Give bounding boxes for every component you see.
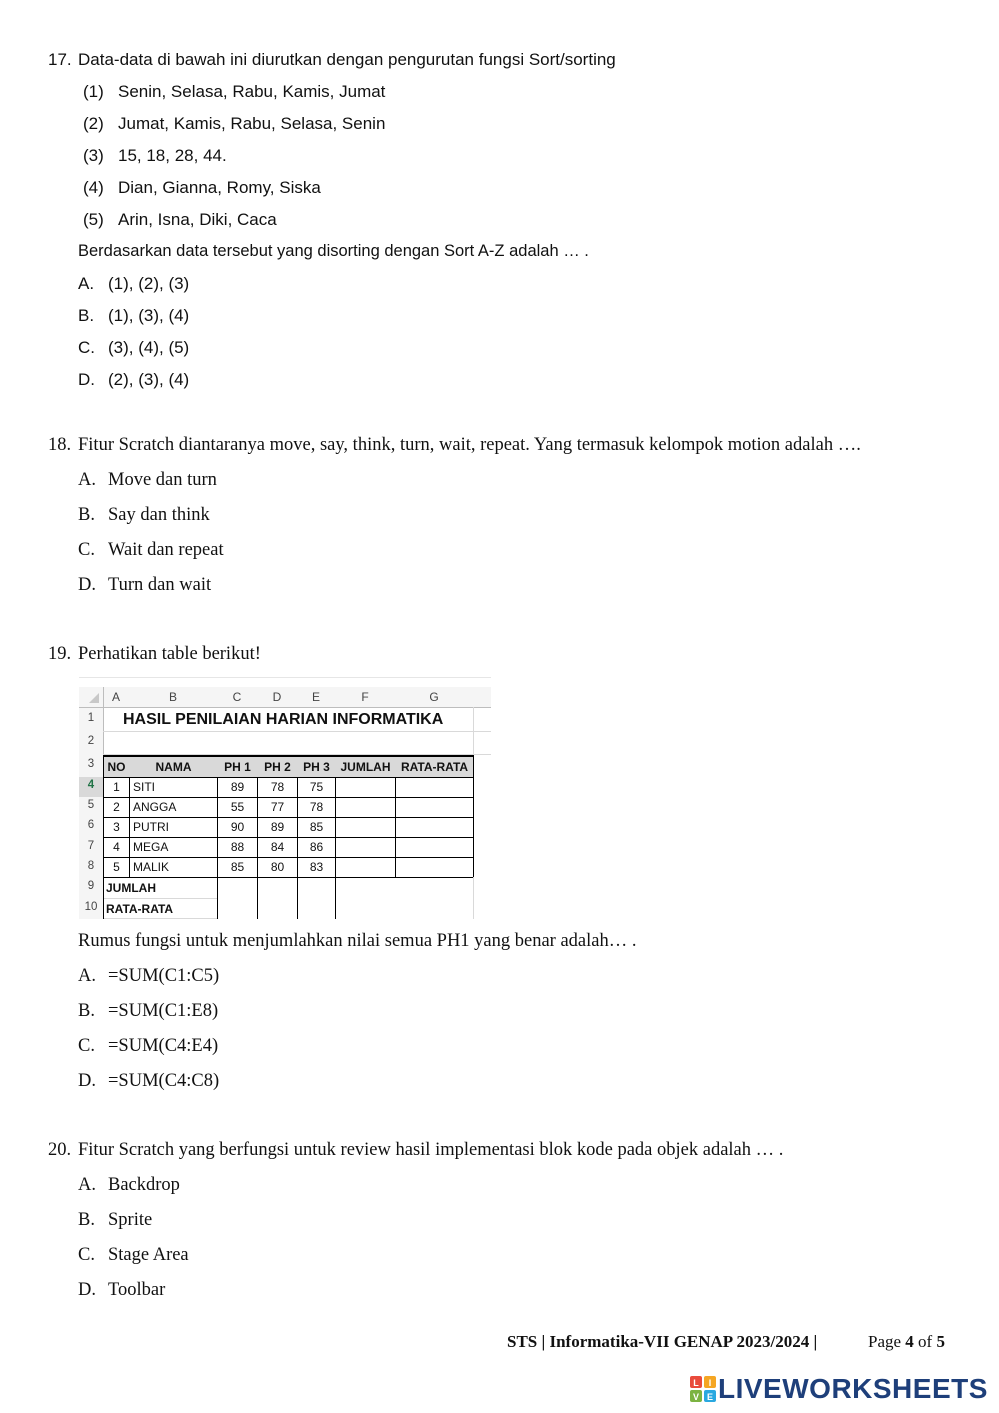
option-c[interactable]: Stage Area [108, 1245, 189, 1265]
option-a[interactable]: =SUM(C1:C5) [108, 966, 220, 986]
page-number [868, 1332, 945, 1352]
table-cell: 83 [309, 860, 324, 874]
row-header: 8 [87, 860, 95, 872]
option-a[interactable]: Backdrop [108, 1175, 180, 1195]
table-cell: 89 [230, 780, 245, 794]
list-item-number: (2) [83, 114, 104, 133]
option-letter: B. [78, 505, 95, 525]
table-cell: 85 [309, 820, 324, 834]
option-letter: D. [78, 1071, 96, 1091]
row-header: 2 [87, 735, 95, 747]
table-header: RATA-RATA [400, 760, 469, 774]
row-header: 6 [87, 819, 95, 831]
option-letter: D. [78, 1280, 96, 1300]
table-cell: 84 [270, 840, 285, 854]
of-word: of [918, 1332, 933, 1351]
list-item-number: (4) [83, 178, 104, 197]
table-cell: 2 [113, 800, 120, 814]
table-header: PH 2 [264, 760, 291, 774]
table-cell: 89 [270, 820, 285, 834]
column-header: D [272, 690, 282, 704]
list-item: Jumat, Kamis, Rabu, Selasa, Senin [118, 114, 386, 133]
column-header: F [361, 690, 369, 704]
row-header: 9 [87, 880, 95, 892]
question-text: Data-data di bawah ini diurutkan dengan pengurutan fungsi Sort/sorting [78, 50, 616, 69]
option-b[interactable]: Say dan think [108, 505, 210, 525]
table-cell: 75 [309, 780, 324, 794]
column-header: A [111, 690, 120, 704]
table-cell: 3 [113, 820, 120, 834]
table-cell: 78 [270, 780, 285, 794]
table-cell: 78 [309, 800, 324, 814]
table-header: PH 1 [224, 760, 251, 774]
option-c[interactable]: Wait dan repeat [108, 540, 224, 560]
question-number: 19. [48, 644, 72, 664]
table-cell: 77 [270, 800, 285, 814]
option-letter: C. [78, 338, 95, 357]
rata-rata-label: RATA-RATA [106, 902, 174, 916]
row-header: 4 [87, 779, 95, 791]
page-word: Page [868, 1332, 902, 1351]
logo-icon [690, 1376, 716, 1402]
table-cell: 1 [113, 780, 120, 794]
table-cell: MALIK [133, 860, 170, 874]
option-a[interactable]: (1), (2), (3) [108, 274, 190, 293]
question-text: Fitur Scratch yang berfungsi untuk review hasil implementasi blok kode pada objek adalah … . [78, 1140, 784, 1160]
page-total: 5 [936, 1332, 945, 1351]
question-text: Fitur Scratch diantaranya move, say, think, turn, wait, repeat. Yang termasuk kelompok motion adalah …. [78, 435, 861, 455]
sheet-title: HASIL PENILAIAN HARIAN INFORMATIKA [123, 711, 444, 728]
logo-letter: V [692, 1392, 700, 1402]
question-prompt: Rumus fungsi untuk menjumlahkan nilai semua PH1 yang benar adalah… . [78, 931, 637, 951]
question-number: 20. [48, 1140, 72, 1160]
table-header: NAMA [155, 760, 192, 774]
option-letter: B. [78, 306, 95, 325]
option-letter: C. [78, 1245, 95, 1265]
logo-letter: I [708, 1378, 712, 1388]
select-all-icon [89, 693, 99, 703]
option-letter: B. [78, 1210, 95, 1230]
option-letter: D. [78, 370, 95, 389]
list-item: Dian, Gianna, Romy, Siska [118, 178, 321, 197]
question-number: 18. [48, 435, 72, 455]
option-letter: A. [78, 470, 96, 490]
list-item-number: (3) [83, 146, 104, 165]
row-header: 3 [87, 758, 95, 770]
option-d[interactable]: =SUM(C4:C8) [108, 1071, 220, 1091]
table-cell: ANGGA [133, 800, 177, 814]
question-prompt: Berdasarkan data tersebut yang disorting dengan Sort A-Z adalah … . [78, 242, 589, 260]
row-header: 5 [87, 799, 95, 811]
list-item: Arin, Isna, Diki, Caca [118, 210, 277, 229]
list-item-number: (5) [83, 210, 104, 229]
list-item-number: (1) [83, 82, 104, 101]
option-d[interactable]: Toolbar [108, 1280, 166, 1300]
option-d[interactable]: Turn dan wait [108, 575, 212, 595]
option-letter: C. [78, 1036, 95, 1056]
table-cell: 86 [309, 840, 324, 854]
table-header: NO [107, 760, 126, 774]
option-b[interactable]: (1), (3), (4) [108, 306, 190, 325]
table-header: JUMLAH [340, 760, 391, 774]
footer-title: STS | Informatika-VII GENAP 2023/2024 | [507, 1332, 818, 1351]
option-c[interactable]: =SUM(C4:E4) [108, 1036, 219, 1056]
table-cell: 55 [230, 800, 245, 814]
table-cell: 88 [230, 840, 245, 854]
table-cell: 4 [113, 840, 120, 854]
column-header: E [311, 690, 320, 704]
spreadsheet-image [79, 677, 491, 919]
row-header: 7 [87, 840, 95, 852]
logo-letter: L [693, 1378, 699, 1388]
table-cell: 85 [230, 860, 245, 874]
row-header: 10 [84, 901, 98, 913]
table-cell: 90 [230, 820, 245, 834]
option-b[interactable]: =SUM(C1:E8) [108, 1001, 219, 1021]
list-item: 15, 18, 28, 44. [118, 146, 227, 165]
option-c[interactable]: (3), (4), (5) [108, 338, 190, 357]
column-header: B [168, 690, 177, 704]
option-letter: A. [78, 1175, 96, 1195]
question-text: Perhatikan table berikut! [78, 644, 261, 664]
question-number: 17. [48, 50, 72, 69]
row-header: 1 [87, 712, 95, 724]
option-a[interactable]: Move dan turn [108, 470, 217, 490]
option-b[interactable]: Sprite [108, 1210, 153, 1230]
list-item: Senin, Selasa, Rabu, Kamis, Jumat [118, 82, 386, 101]
option-letter: D. [78, 575, 96, 595]
table-header: PH 3 [303, 760, 330, 774]
page-current: 4 [905, 1332, 914, 1351]
table-cell: SITI [133, 780, 156, 794]
option-d[interactable]: (2), (3), (4) [108, 370, 190, 389]
jumlah-label: JUMLAH [106, 881, 156, 895]
option-letter: C. [78, 540, 95, 560]
column-header: C [232, 690, 242, 704]
brand-name: LIVEWORKSHEETS [718, 1373, 988, 1404]
option-letter: A. [78, 966, 96, 986]
table-cell: 5 [113, 860, 120, 874]
logo-letter: E [706, 1392, 714, 1402]
liveworksheets-logo[interactable] [690, 1372, 988, 1406]
column-header: G [429, 690, 439, 704]
option-letter: A. [78, 274, 95, 293]
option-letter: B. [78, 1001, 95, 1021]
table-cell: MEGA [133, 840, 169, 854]
table-cell: PUTRI [133, 820, 169, 834]
table-cell: 80 [270, 860, 285, 874]
